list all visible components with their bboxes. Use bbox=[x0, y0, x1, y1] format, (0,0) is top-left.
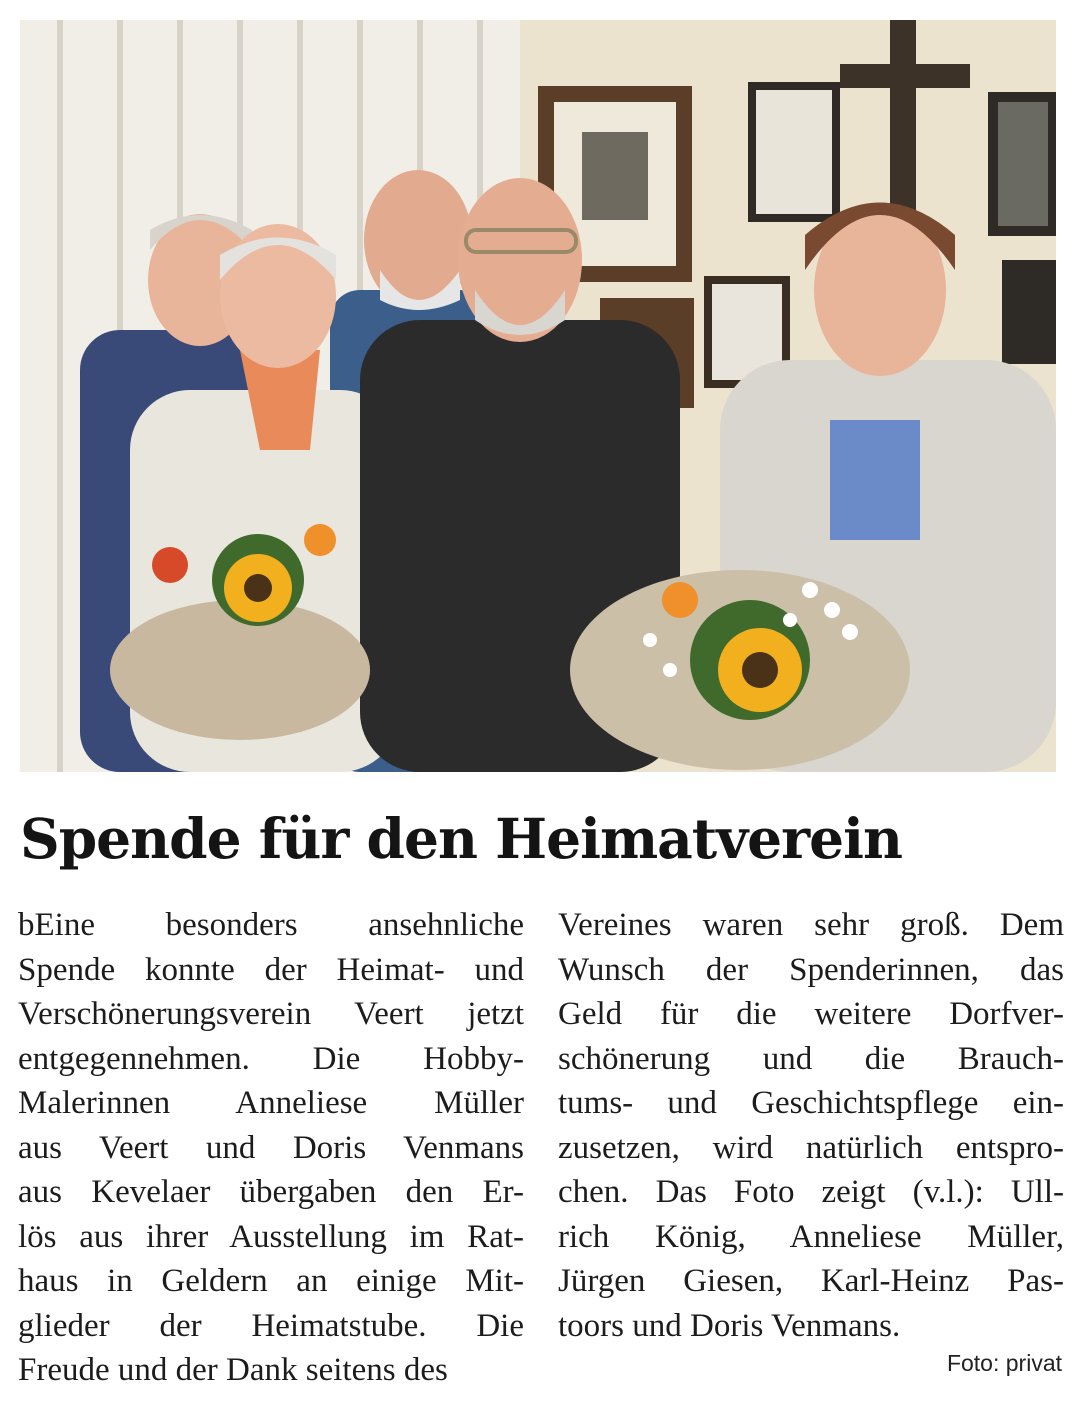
text-line: entgegennehmen. Die Hobby- bbox=[18, 1040, 524, 1077]
article-photo bbox=[20, 20, 1056, 772]
photo-credit: Foto: privat bbox=[946, 1350, 1062, 1376]
text-line: haus in Geldern an einige Mit- bbox=[18, 1263, 524, 1299]
text-line: bEine besonders ansehnliche bbox=[18, 907, 524, 943]
text-line: Verschönerungsverein Veert jetzt bbox=[18, 996, 524, 1032]
text-line: Wunsch der Spenderinnen, das bbox=[558, 951, 1064, 988]
text-line: chen. Das Foto zeigt (v.l.): Ull- bbox=[558, 1174, 1064, 1210]
article-column-left bbox=[18, 903, 524, 1393]
text-line: rich König, Anneliese Müller, bbox=[558, 1218, 1064, 1255]
text-line: schönerung und die Brauch- bbox=[558, 1040, 1064, 1077]
text-line: aus Kevelaer übergaben den Er- bbox=[18, 1174, 524, 1210]
text-line: zusetzen, wird natürlich entspro- bbox=[558, 1129, 1064, 1166]
text-line: glieder der Heimatstube. Die bbox=[18, 1307, 524, 1344]
text-line: Freude und der Dank seitens des bbox=[18, 1352, 448, 1388]
text-line: Malerinnen Anneliese Müller bbox=[18, 1085, 524, 1121]
text-line: Geld für die weitere Dorfver- bbox=[558, 996, 1064, 1032]
article-column-right bbox=[558, 903, 1064, 1348]
article-headline: Spende für den Heimatverein bbox=[20, 806, 903, 871]
text-line: Vereines waren sehr groß. Dem bbox=[558, 907, 1064, 943]
text-line: aus Veert und Doris Venmans bbox=[18, 1129, 524, 1166]
text-line: Jürgen Giesen, Karl-Heinz Pas- bbox=[558, 1263, 1064, 1299]
text-line: lös aus ihrer Ausstellung im Rat- bbox=[18, 1218, 524, 1255]
text-line: toors und Doris Venmans. bbox=[558, 1307, 901, 1344]
text-line: tums- und Geschichtspflege ein- bbox=[558, 1085, 1064, 1121]
text-line: Spende konnte der Heimat- und bbox=[18, 951, 524, 988]
group-photo-illustration bbox=[20, 20, 1056, 772]
